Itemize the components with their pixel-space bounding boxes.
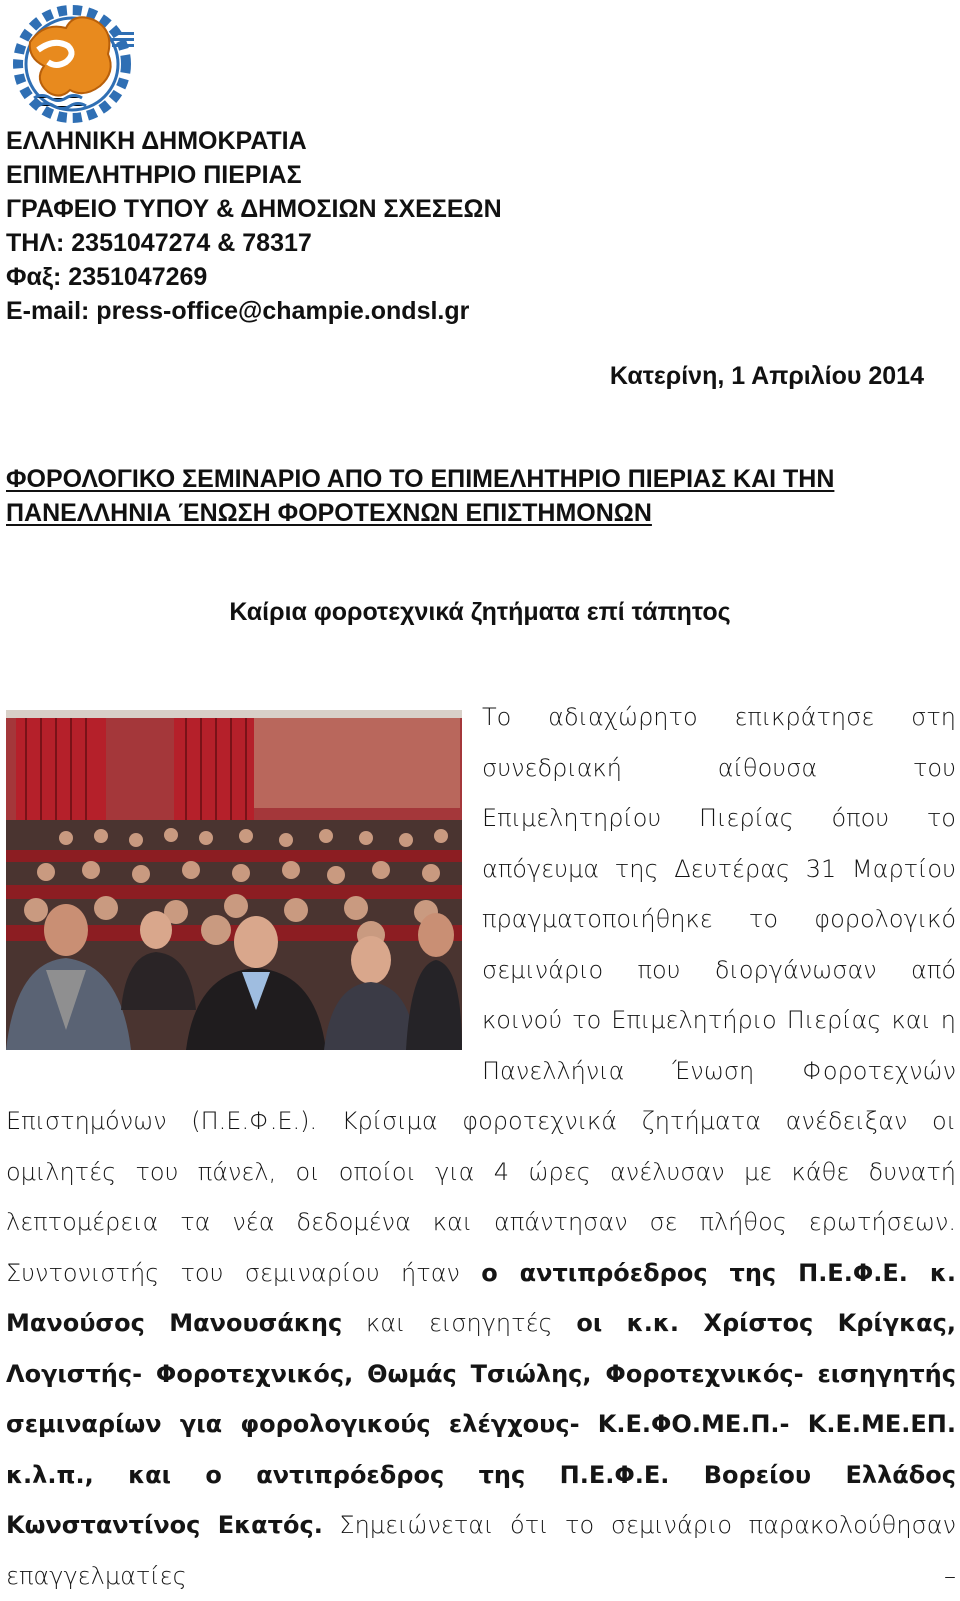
- paragraph-text-2: και εισηγητές: [342, 1309, 577, 1337]
- country-line: ΕΛΛΗΝΙΚΗ ΔΗΜΟΚΡΑΤΙΑ: [6, 127, 307, 155]
- phone-line: ΤΗΛ: 2351047274 & 78317: [6, 229, 312, 257]
- title-line-1: ΦΟΡΟΛΟΓΙΚΟ ΣΕΜΙΝΑΡΙΟ ΑΠΟ ΤΟ ΕΠΙΜΕΛΗΤΗΡΙΟ ΠΙΕΡΙΑΣ ΚΑΙ ΤΗΝ: [6, 465, 835, 493]
- email-line: E-mail: press-office@champie.ondsl.gr: [6, 297, 470, 325]
- paragraph-text-3: Σημειώνεται ότι το σεμινάριο παρακολούθησαν επαγγελματίες –: [6, 1511, 956, 1590]
- press-office-line: ΓΡΑΦΕΙΟ ΤΥΠΟΥ & ΔΗΜΟΣΙΩΝ ΣΧΕΣΕΩΝ: [6, 195, 502, 223]
- document-date: Κατερίνη, 1 Απριλίου 2014: [609, 362, 924, 390]
- article-body: [6, 692, 956, 1601]
- seminar-audience-photo: [6, 710, 462, 1050]
- fax-line: Φαξ: 2351047269: [6, 263, 208, 291]
- chamber-logo: [4, 2, 140, 124]
- document-title: [6, 462, 834, 530]
- paragraph-text-1: Το αδιαχώρητο επικράτησε στη συνεδριακή αίθουσα του Επιμελητηρίου Πιερίας όπου το απόγευμα της Δευτέρας 31 Μαρτίου πραγματοποιήθηκε το φορολογικό σεμινάριο που διοργάνωσαν από κοινού το Επιμελητήριο Πιερίας και η Πανελλήνια Ένωση Φοροτεχνών Επιστημόνων (Π.Ε.Φ.Ε.). Κρίσιμα φοροτεχνικά ζητήματα ανέδειξαν οι ομιλητές του πάνελ, οι οποίοι για 4 ώρες ανέλυσαν με κάθε δυνατή λεπτομέρεια τα νέα δεδομένα και απάντησαν σε πλήθος ερωτήσεων. Συντονιστής του σεμιναρίου ήταν: [6, 703, 956, 1287]
- speakers-bold-text: οι κ.κ. Χρίστος Κρίγκας, Λογιστής- Φοροτεχνικός, Θωμάς Τσιώλης, Φοροτεχνικός- εισηγητής σεμιναρίων για φορολογικούς ελέγχους- Κ.Ε.ΦΟ.ΜΕ.Π.- Κ.Ε.ΜΕ.ΕΠ. κ.λ.π., και ο αντιπρόεδρος της Π.Ε.Φ.Ε. Βορείου Ελλάδος Κωνσταντίνος Εκατός.: [6, 1309, 957, 1539]
- coordinator-bold-text: ο αντιπρόεδρος της Π.Ε.Φ.Ε. κ. Μανούσος Μανουσάκης: [6, 1258, 956, 1337]
- document-subtitle: Καίρια φοροτεχνικά ζητήματα επί τάπητος: [229, 598, 731, 626]
- title-line-2: ΠΑΝΕΛΛΗΝΙΑ ΈΝΩΣΗ ΦΟΡΟΤΕΧΝΩΝ ΕΠΙΣΤΗΜΟΝΩΝ: [6, 499, 652, 527]
- chamber-name-line: ΕΠΙΜΕΛΗΤΗΡΙΟ ΠΙΕΡΙΑΣ: [6, 161, 302, 189]
- flag-stripes: [112, 32, 134, 47]
- letterhead: [6, 124, 502, 328]
